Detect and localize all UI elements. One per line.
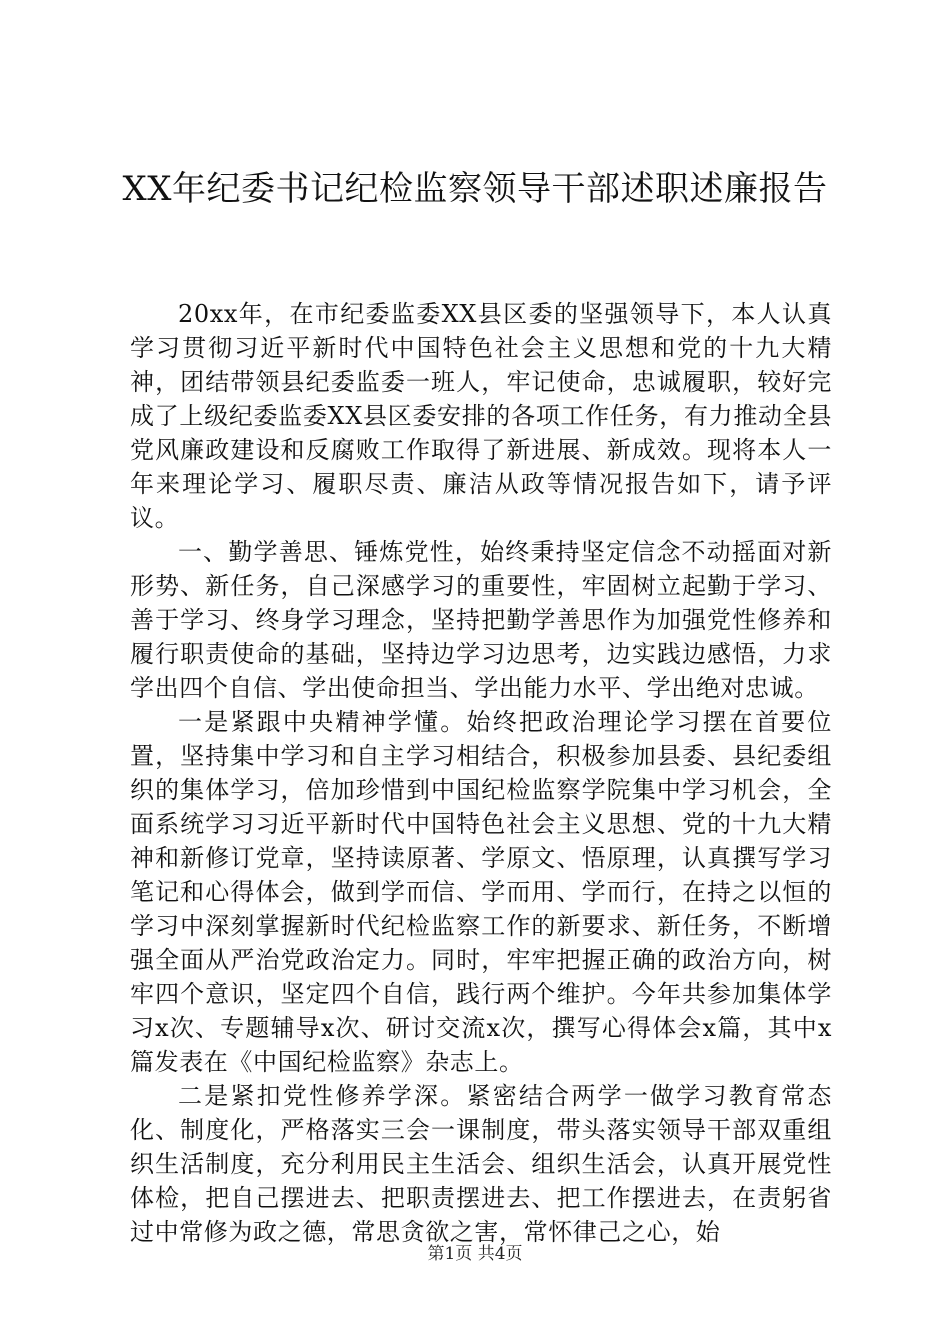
document-body xyxy=(130,297,832,1249)
document-title: XX年纪委书记纪检监察领导干部述职述廉报告 xyxy=(122,169,828,209)
paragraph-point-2: 二是紧扣党性修养学深。紧密结合两学一做学习教育常态化、制度化，严格落实三会一课制度，带头落实领导干部双重组织生活制度，充分利用民主生活会、组织生活会，认真开展党性体检，把自己摆进去、把职责摆进去、把工作摆进去，在责躬省过中常修为政之德，常思贪欲之害，常怀律己之心，始 xyxy=(130,1082,832,1246)
page-number-footer: 第1页 共4页 xyxy=(427,1244,523,1264)
paragraph-intro: 20xx年，在市纪委监委XX县区委的坚强领导下，本人认真学习贯彻习近平新时代中国特色社会主义思想和党的十九大精神，团结带领县纪委监委一班人，牢记使命，忠诚履职，较好完成了上级纪委监委XX县区委安排的各项工作任务，有力推动全县党风廉政建设和反腐败工作取得了新进展、新成效。现将本人一年来理论学习、履职尽责、廉洁从政等情况报告如下，请予评议。 xyxy=(130,300,832,532)
paragraph-section-1: 一、勤学善思、锤炼党性，始终秉持坚定信念不动摇面对新形势、新任务，自己深感学习的重要性，牢固树立起勤于学习、善于学习、终身学习理念，坚持把勤学善思作为加强党性修养和履行职责使命的基础，坚持边学习边思考，边实践边感悟，力求学出四个自信、学出使命担当、学出能力水平、学出绝对忠诚。 xyxy=(130,538,832,702)
paragraph-point-1: 一是紧跟中央精神学懂。始终把政治理论学习摆在首要位置，坚持集中学习和自主学习相结合，积极参加县委、县纪委组织的集体学习，倍加珍惜到中国纪检监察学院集中学习机会，全面系统学习习近平新时代中国特色社会主义思想、党的十九大精神和新修订党章，坚持读原著、学原文、悟原理，认真撰写学习笔记和心得体会，做到学而信、学而用、学而行，在持之以恒的学习中深刻掌握新时代纪检监察工作的新要求、新任务，不断增强全面从严治党政治定力。同时，牢牢把握正确的政治方向，树牢四个意识，坚定四个自信，践行两个维护。今年共参加集体学习x次、专题辅导x次、研讨交流x次，撰写心得体会x篇，其中x篇发表在《中国纪检监察》杂志上。 xyxy=(130,708,832,1076)
